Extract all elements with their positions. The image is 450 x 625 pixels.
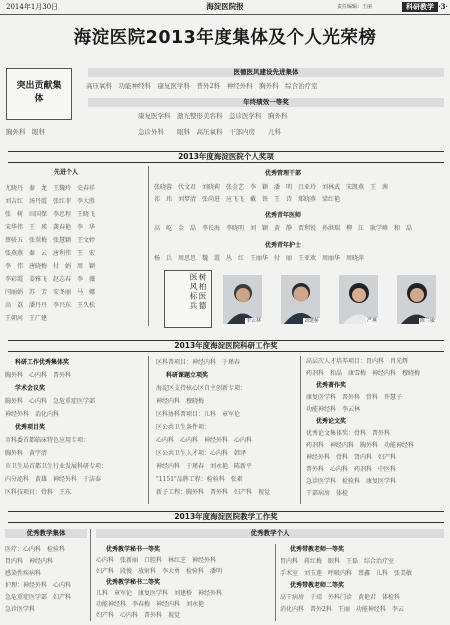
youth-doctor-list [154,223,446,235]
list-item: 康复医学科 普外科 骨科 许慧子 [306,394,403,401]
paper-name: 海淀医院报 [206,2,244,11]
list-item: 优秀论文集体奖：骨科 普外科 [306,430,391,437]
list-item: 杨 兵 周思思 魏 霞 丛 红 王丽华 付 丽 王亚欢 周丽华 周晓萍 [154,255,365,262]
person-silhouette-icon [223,275,262,324]
list-item: 区科普项目：神经内科 于瑾春 [156,359,241,366]
list-item: 高 屹 金 晶 李长海 李晓明 刘 颖 黄 静 贾利锐 孙洪瑞 柳 江 耿学峰 和 晶 [154,225,413,232]
honoree-name-3: 严燕 [366,318,377,324]
list-item: 区公共卫生人才项：心内科 韩泽 [156,450,247,457]
teaching-collective-list [5,544,89,616]
honoree-name-1: 李云林 [245,318,261,324]
person-silhouette-icon [397,275,436,324]
honoree-photo-4 [397,275,436,324]
list-item: 药剂科 和晶 康雪梅 神经内科 穆晓梅 [306,370,421,377]
list-item: 急诊医学科 检验科 康复医学科 [306,478,397,485]
list-item: 药剂科 神经内科 胸外科 功能神经科 [306,442,415,449]
list-item: 张燕燕 秦 云 唐利伟 王 宏 [5,250,96,257]
list-item: 内分泌科 黄雄 神经外科 于洁泰 [5,476,102,483]
list-item: 新子工程：胸外科 普外科 妇产科 视觉 [156,489,271,496]
list-item: 优秀教学秘书一等奖 [106,546,161,553]
list-item: 优秀项目奖 [15,424,46,431]
teaching-individual-list-2 [280,544,448,616]
research-column-1 [5,356,145,499]
list-item: 海淀区支持核心区自主创新专项： [156,385,247,392]
column-divider [148,356,149,504]
collective-line1: 高压氧科 功能神经科 康复医学科 普外2科 神经外科 胸外科 综合治疗室 [86,82,318,90]
list-item: 普外科 心内科 药剂科 中医科 [306,466,397,473]
honoree-photo-1 [223,275,262,324]
list-item: 优秀带教老师一等奖 [290,546,345,553]
list-item: 心内科 张新丽 口腔科 林红芝 神经外科 [96,557,217,564]
list-item: 心内科 心内科 神经外科 心内科 [156,437,253,444]
individual-section-title: 2013年度海淀医院个人奖项 [8,151,444,163]
list-item: 消化内科 普外2科 王丽 功能神经科 李云 [280,606,404,613]
editor-credit: 责任编辑：王丽 [336,4,372,10]
teaching-individual-list-1 [96,544,272,621]
list-item: 高层次人才培养项目：胃内科 肖光辉 [306,358,409,365]
honor-side-label: 树柏医德 医风标兵 [164,270,212,328]
honoree-name-4: 陈兰敏 [419,318,435,324]
list-item: 功能神经科 李春梅 神经内科 刘永艳 [96,601,205,608]
list-item: 妇产科 心内科 普外科 视觉 [96,612,181,619]
list-item: 手术室 刘玉莲 呼吸内科 蔡鑫 儿科 张美敏 [280,570,413,577]
section-label: 科研教学 [402,2,438,12]
list-item: 刘吉红 汤丹霞 张红菲 李大胜 [5,198,96,205]
research-section-title: 2013年度海淀医院科研工作奖 [8,340,444,352]
manager-title: 优秀管理干部 [265,170,302,177]
column-divider [275,544,276,621]
list-item: 儿科 章军伦 康复医学科 刘建桥 神经外科 [96,590,223,597]
page-header [0,0,450,15]
list-item: 优秀著作奖 [316,382,347,389]
column-divider [90,529,91,621]
list-item: 功能神经科 李云林 [306,406,361,413]
teaching-collective-title: 优秀教学集体 [5,529,87,538]
list-item: 神经内科 于瑾春 刘永艳 陈新平 [156,463,253,470]
person-silhouette-icon [281,275,320,324]
page-title: 海淀医院2013年度集体及个人光荣榜 [73,28,377,48]
list-item: 胸外科 黄宇清 [5,450,48,457]
teaching-individual-title: 优秀教学个人 [96,529,444,538]
list-item: 宋华伟 王 瑛 龚春艳 李 华 [5,224,96,231]
collective-line1-title: 医德医风建设先进集体 [88,68,444,77]
teaching-section-title: 2013年度海淀医院教学工作奖 [8,511,444,523]
column-divider [148,166,149,326]
list-item: 胸外科 心内科 普外科 [5,372,72,379]
honoree-photo-2 [281,275,320,324]
list-item: 高 荔 潘丹丹 李兴东 王久松 [5,302,96,309]
list-item: 区科协科普项目：儿科 章军伦 [156,411,241,418]
list-item: 优秀教学秘书二等奖 [106,579,161,586]
collective-label: 突出贡献集体 [16,81,62,104]
column-divider [300,356,301,504]
list-item: 胸外科 心内科 急危重症医学部 [5,398,96,405]
advanced-individual-list [5,182,145,325]
list-item: 神经外科 骨科 肾内科 妇产科 [306,454,397,461]
list-item: 护理：神经外科 心内科 [5,582,72,589]
list-item: 优秀论文奖 [316,418,347,425]
collective-line2b: 急诊外科 眼科 高压氧科 干部内房 儿科 [138,128,281,136]
list-item: 市科委首都临床特色应用专项： [5,437,90,444]
list-item: 优秀带教老师二等奖 [290,582,345,589]
list-item: 王朝河 王广建 [5,315,48,322]
list-item: 区公共卫生条件项： [156,424,211,431]
manager-list [154,182,446,206]
list-item: 闫丽娟 苏 芳 安冬丽 马 娜 [5,289,96,296]
list-item: 科研工作优秀集体奖 [15,359,70,366]
list-item: 急诊医学科 [5,606,36,613]
list-item: 急危重症医学部 妇产科 [5,594,72,601]
list-item: 李彩霞 姜雅飞 赵志春 李 薇 [5,276,96,283]
list-item: 祁 玮 刘梦清 张尚进 应飞飞 戴 铁 王 诗 郑晓燕 梁红艳 [154,196,341,203]
research-column-2 [156,356,296,499]
list-item: 妇产科 段俊 放射科 李大勇 检验科 潘明 [96,568,223,575]
advanced-individual-title: 先进个人 [54,169,79,176]
list-item: 蔡骄五 张翠梅 张慧颖 王文婷 [5,237,96,244]
list-item: 感染性疾病科 [5,570,42,577]
collective-line2-title: 年终绩效一等奖 [88,98,444,107]
list-item: 胃内科 蒋红梅 眼科 王磊 综合治疗室 [280,558,395,565]
youth-nurse-list [154,253,446,265]
youth-doctor-title: 优秀青年医师 [265,212,302,219]
list-item: 干部病房 体检 [306,490,349,497]
list-item: "1151"品牌工程：检验科 张素 [156,476,243,483]
collective-label-box [6,68,72,120]
list-item: 神经外科 消化内科 [5,411,60,418]
page-number: ·3· [438,2,448,11]
list-item: 李 伟 唐晓梅 付 娟 周 颖 [5,263,96,270]
list-item: 张晓蓉 代文君 刘晓莉 张金艺 李 颖 潘 明 吕亚玲 刘林武 宋凯燕 王 茜 [154,184,389,191]
issue-date: 2014年1月30日 [6,3,59,11]
list-item: 张 树 田国保 李忠程 王晓飞 [5,211,96,218]
person-silhouette-icon [339,275,378,324]
list-item: 神经内科 穆晓梅 [156,398,205,405]
collective-line2c: 胸外科 眼科 [6,128,45,136]
collective-line2a: 康复医学科 激光整形美容科 急诊医学科 胸外科 [138,112,288,120]
honoree-photo-3 [339,275,378,324]
youth-nurse-title: 优秀青年护士 [265,242,302,249]
list-item: 胃内科 神经内科 [5,558,54,565]
list-item: 科研课题立项奖 [166,372,209,379]
list-item: 高干病房 于靖 外科门诊 黄艳君 体检科 [280,594,401,601]
list-item: 医疗：心内科 检验科 [5,546,66,553]
list-item: 尤晓丹 秦 龙 王魏玲 史春祥 [5,185,96,192]
list-item: 学术会议奖 [15,385,46,392]
honoree-name-2: 刘建桥 [303,318,319,324]
list-item: 市卫生局首都卫生行业发展科研专项： [5,463,108,470]
list-item: 区科技项目：骨科 王东 [5,489,72,496]
research-column-3 [306,356,446,500]
